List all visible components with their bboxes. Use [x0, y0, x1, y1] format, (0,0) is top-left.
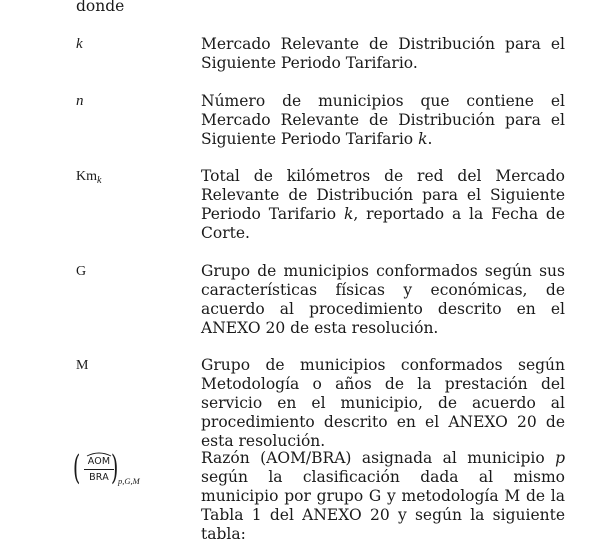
intro-word: donde: [76, 0, 125, 15]
right-parenthesis: ): [110, 448, 119, 488]
fraction-denominator: BRA: [89, 472, 109, 483]
fraction-numerator: AOM: [87, 456, 111, 467]
definition-description: Razón (AOM/BRA) asignada al municipio p según la clasificación dada al mismo municipio por grupo G y metodología M de la Tabla 1 del ANEXO 20 y según la siguiente tabla:: [201, 449, 565, 543]
definition-description: Número de municipios que contiene el Mercado Relevante de Distribución para el Siguiente Periodo Tarifario k.: [201, 92, 565, 148]
definition-term: M: [76, 358, 89, 373]
definition-term: G: [76, 264, 87, 279]
definition-term: n: [76, 93, 84, 109]
definition-description: Total de kilómetros de red del Mercado Relevante de Distribución para el Siguiente Periodo Tarifario k, reportado a la Fecha de Corte.: [201, 167, 565, 242]
definition-term: $Km_k$: [76, 169, 102, 186]
definition-description: Mercado Relevante de Distribución para el Siguiente Periodo Tarifario.: [201, 35, 565, 72]
aom-bra-fraction: [72, 448, 166, 495]
definition-description: Grupo de municipios conformados según sus características físicas y económicas, de acuerdo al procedimiento descrito en el ANEXO 20 de esta resolución.: [201, 262, 565, 337]
definition-term: k: [76, 36, 83, 52]
fraction-bar: [84, 469, 114, 470]
left-parenthesis: (: [72, 448, 81, 488]
definition-description: Grupo de municipios conformados según Metodología o años de la prestación del servicio en el municipio, de acuerdo al procedimiento descrito en el ANEXO 20 de esta resolución.: [201, 356, 565, 450]
fraction-subscript: p,G,M: [118, 476, 140, 486]
